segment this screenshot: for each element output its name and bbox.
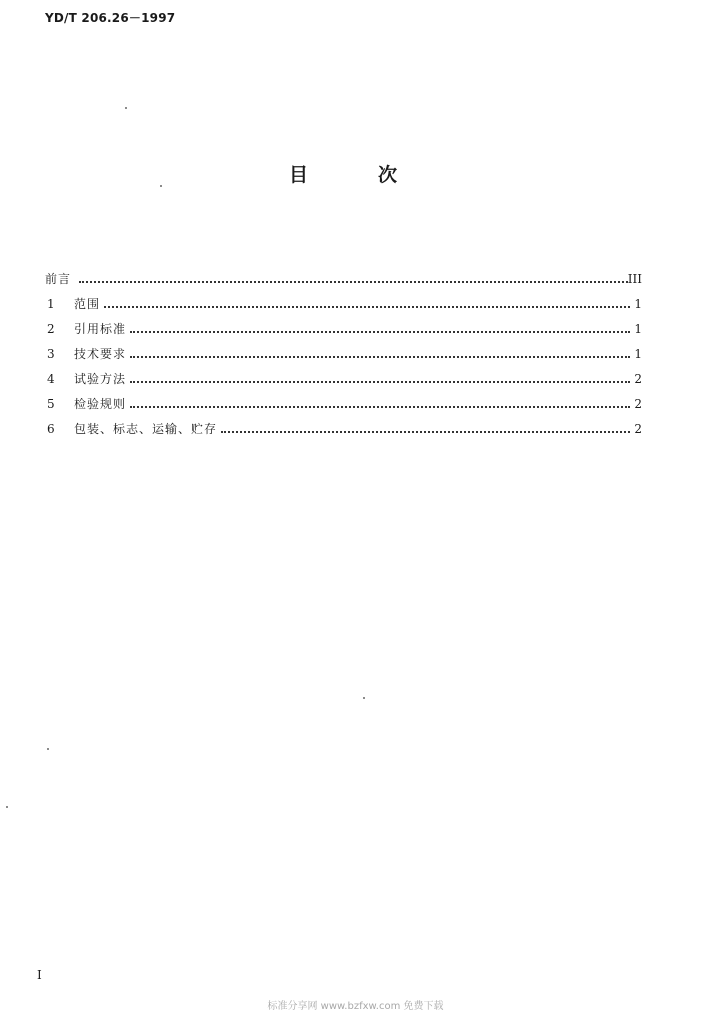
toc-entry-number: 6 [47, 421, 55, 436]
toc-entry-technical-requirements[interactable] [45, 341, 642, 366]
toc-entry-page: 1 [634, 346, 642, 361]
toc-entry-page: 1 [634, 321, 642, 336]
scan-speck [363, 697, 365, 699]
scan-speck [125, 107, 127, 109]
scan-speck [47, 748, 49, 750]
title-char-2: 次 [378, 164, 398, 186]
toc-dot-leader [221, 431, 630, 433]
toc-entry-preface[interactable] [45, 266, 642, 291]
standard-number: YD/T 206.26－1997 [45, 11, 176, 25]
scan-speck [6, 806, 8, 808]
toc-entry-label: 检验规则 [74, 397, 127, 411]
toc-dot-leader [79, 281, 628, 283]
toc-entry-number: 1 [47, 296, 55, 311]
title-char-1: 目 [289, 164, 309, 186]
toc-dot-leader [130, 406, 630, 408]
toc-entry-label: 技术要求 [74, 347, 127, 361]
toc-entry-number: 4 [47, 371, 55, 386]
toc-entry-page: 1 [634, 296, 642, 311]
toc-dot-leader [104, 306, 630, 308]
toc-entry-label: 包装、标志、运输、贮存 [74, 422, 218, 436]
table-of-contents [45, 266, 642, 441]
toc-entry-label: 引用标准 [74, 322, 127, 336]
toc-entry-page: 2 [634, 421, 642, 436]
toc-entry-label: 试验方法 [74, 372, 127, 386]
site-watermark: 标准分享网 www.bzfxw.com 免费下载 [267, 1001, 444, 1012]
page-mark: I [37, 968, 42, 982]
toc-entry-number: 2 [47, 321, 55, 336]
toc-entry-page: 2 [634, 396, 642, 411]
toc-entry-number: 3 [47, 346, 55, 361]
toc-entry-test-methods[interactable] [45, 366, 642, 391]
toc-entry-label: 范围 [74, 297, 101, 311]
scan-speck [160, 185, 162, 187]
toc-dot-leader [130, 356, 630, 358]
toc-entry-label: 前言 [45, 272, 72, 286]
toc-entry-page: III [627, 271, 642, 286]
page-title [0, 160, 711, 186]
toc-entry-references[interactable] [45, 316, 642, 341]
toc-entry-scope[interactable] [45, 291, 642, 316]
toc-entry-page: 2 [634, 371, 642, 386]
toc-entry-inspection-rules[interactable] [45, 391, 642, 416]
toc-entry-number: 5 [47, 396, 55, 411]
toc-dot-leader [130, 381, 630, 383]
toc-entry-packaging[interactable] [45, 416, 642, 441]
toc-dot-leader [130, 331, 630, 333]
